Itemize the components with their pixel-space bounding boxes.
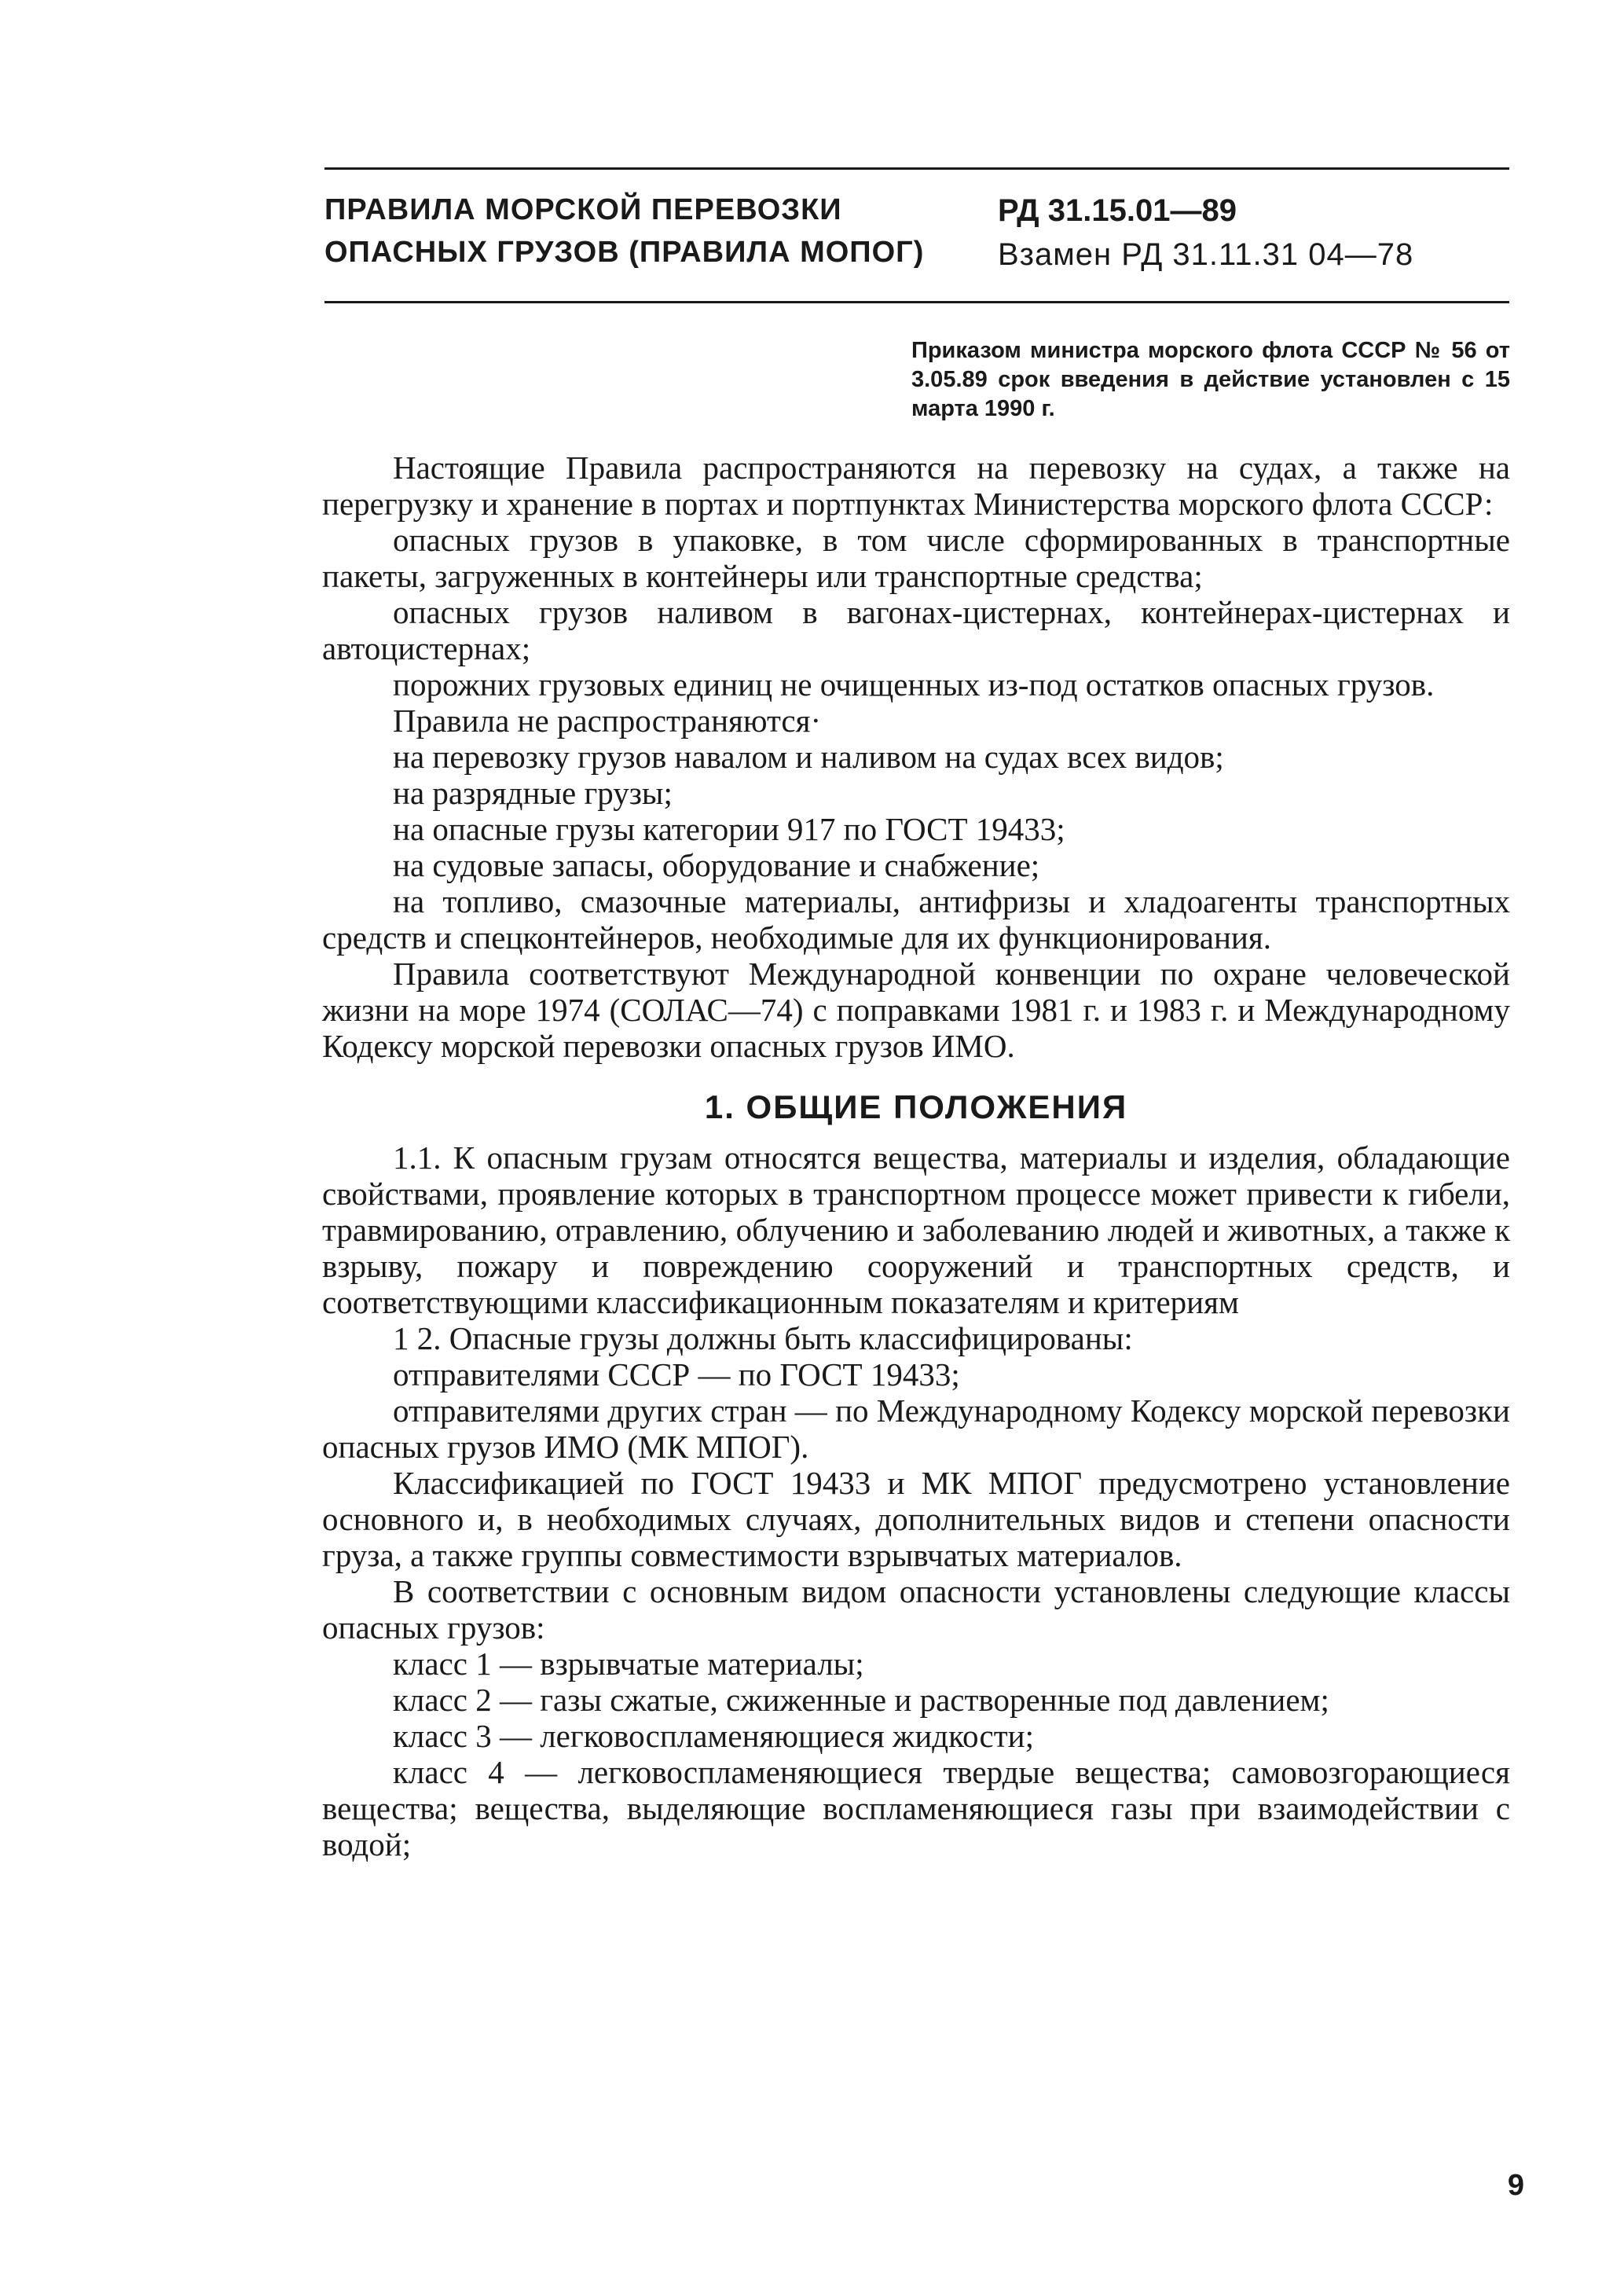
paragraph: Настоящие Правила распространяются на перевозку на судах, а также на перегрузку и хранение в портах и портпунктах Министерства морского флота СССР: — [322, 449, 1510, 522]
list-item: класс 3 — легковоспламеняющиеся жидкости; — [393, 1718, 1034, 1754]
list-item: на судовые запасы, оборудование и снабжение; — [393, 847, 1040, 883]
list-item: класс 4 — легковоспламеняющиеся твердые вещества; самовозгорающиеся вещества; вещества, выделяющие воспламеняющиеся газы при взаимодействии с водой; — [322, 1754, 1510, 1862]
header-bottom-rule — [324, 301, 1509, 303]
list-item: отправителями других стран — по Международному Кодексу морской перевозки опасных грузов ИМО (МК МПОГ). — [322, 1393, 1510, 1465]
list-item: на разрядные грузы; — [393, 775, 673, 811]
paragraph: Правила соответствуют Международной конвенции по охране человеческой жизни на море 1974 (СОЛАС—74) с поправками 1981 г. и 1983 г. и Международному Кодексу морской перевозки опасных грузов ИМО. — [322, 956, 1510, 1064]
document-title-line-1: ПРАВИЛА МОРСКОЙ ПЕРЕВОЗКИ — [324, 193, 842, 226]
paragraph: В соответствии с основным видом опасности установлены следующие классы опасных грузов: — [322, 1573, 1510, 1646]
paragraph: Классификацией по ГОСТ 19433 и МК МПОГ предусмотрено установление основного и, в необходимых случаях, дополнительных видов и степени опасности груза, а также группы совместимости взрывчатых материалов. — [322, 1465, 1510, 1573]
document-body — [322, 449, 1510, 1862]
section-title: 1. ОБЩИЕ ПОЛОЖЕНИЯ — [704, 1088, 1128, 1125]
document-title — [324, 189, 925, 273]
header-top-rule — [324, 167, 1509, 170]
document-title-line-2: ОПАСНЫХ ГРУЗОВ (ПРАВИЛА МОПОГ) — [324, 236, 925, 269]
page-number: 9 — [1507, 2169, 1524, 2202]
paragraph: 1.1. К опасным грузам относятся вещества, материалы и изделия, обладающие свойствами, проявление которых в транспортном процессе может привести к гибели, травмированию, отравлению, облучению и заболеванию людей и животных, а также к взрыву, пожару и повреждению сооружений и транспортных средств, и соответствующими классификационным показателям и критериям — [322, 1139, 1510, 1320]
replaces-note: Взамен РД 31.11.31 04—78 — [998, 237, 1414, 272]
paragraph: Правила не распространяются· — [393, 703, 822, 739]
paragraph: опасных грузов в упаковке, в том числе сформированных в транспортные пакеты, загруженных в контейнеры или транспортные средства; — [322, 522, 1510, 594]
paragraph: 1 2. Опасные грузы должны быть классифицированы: — [393, 1320, 1133, 1356]
order-note: Приказом министра морского флота СССР № 56 от 3.05.89 срок введения в действие установлен с 15 марта 1990 г. — [911, 338, 1510, 421]
list-item: на перевозку грузов навалом и наливом на судах всех видов; — [393, 739, 1224, 775]
list-item: класс 1 — взрывчатые материалы; — [393, 1646, 864, 1682]
list-item: отправителями СССР — по ГОСТ 19433; — [393, 1356, 960, 1393]
paragraph: опасных грузов наливом в вагонах-цистернах, контейнерах-цистернах и автоцистернах; — [322, 594, 1510, 666]
document-code: РД 31.15.01—89 — [998, 193, 1237, 228]
paragraph: порожних грузовых единиц не очищенных из-под остатков опасных грузов. — [393, 666, 1435, 703]
list-item: на опасные грузы категории 917 по ГОСТ 19433; — [393, 811, 1065, 847]
document-code-block — [998, 189, 1509, 277]
list-item: на топливо, смазочные материалы, антифризы и хладоагенты транспортных средств и спецконтейнеров, необходимые для их функционирования. — [322, 883, 1510, 956]
list-item: класс 2 — газы сжатые, сжиженные и растворенные под давлением; — [393, 1682, 1329, 1718]
